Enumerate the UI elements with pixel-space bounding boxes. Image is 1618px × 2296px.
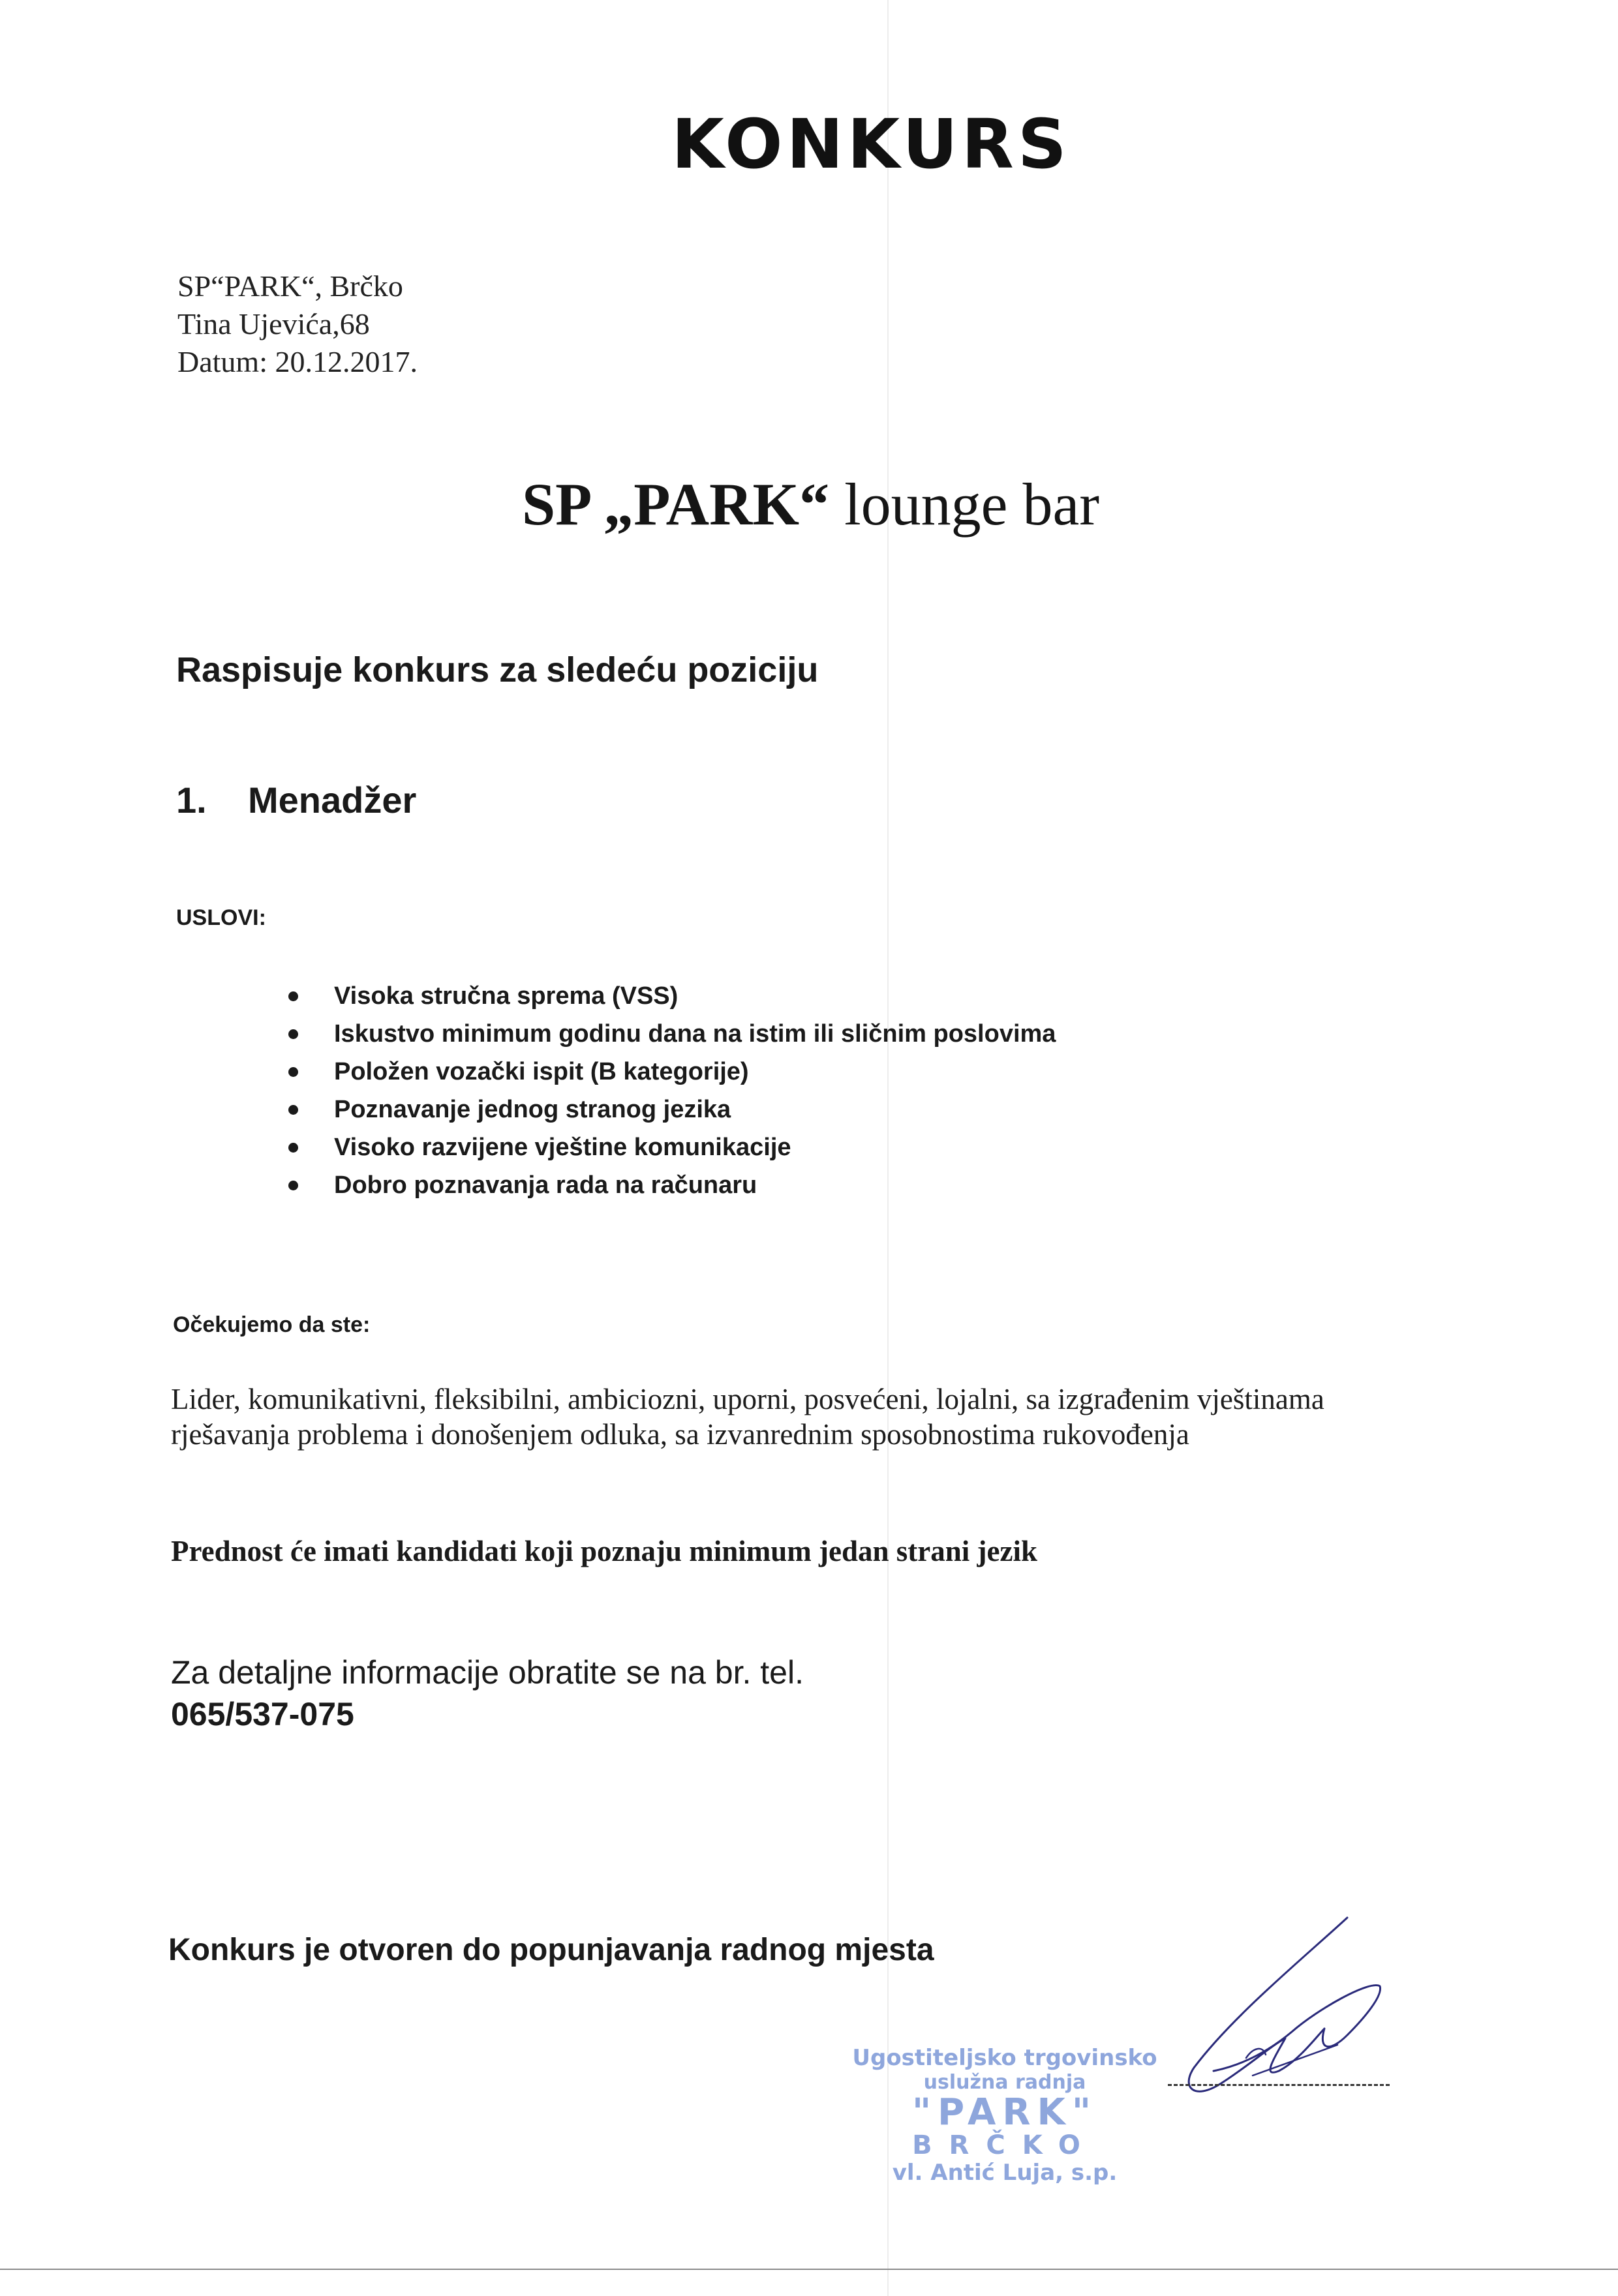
contact-block — [171, 1652, 804, 1735]
stamp-line-5: vl. Antić Luja, s.p. — [892, 2160, 1118, 2186]
position-heading — [176, 779, 416, 821]
street-line: Tina Ujevića,68 — [177, 307, 370, 340]
document-title: KONKURS — [671, 104, 1071, 184]
condition-item: Dobro poznavanja rada na računaru — [287, 1166, 1233, 1204]
stamp-line-2: uslužna radnja — [923, 2071, 1086, 2094]
intro-heading: Raspisuje konkurs za sledeću poziciju — [176, 650, 819, 689]
sender-address-block — [177, 267, 418, 381]
stamp-line-1: Ugostiteljsko trgovinsko — [852, 2045, 1157, 2071]
venue-name — [522, 470, 1099, 539]
expectations-text: Lider, komunikativni, fleksibilni, ambiciozni, uporni, posvećeni, lojalni, sa izgrađenim vještinama rješavanja problema i donošenjem odluka, sa izvanrednim sposobnostima rukovođenja — [171, 1383, 1324, 1451]
conditions-heading: USLOVI: — [176, 905, 266, 930]
venue-name-prefix: SP „PARK“ — [522, 471, 830, 537]
stamp-line-4: BRČKO — [912, 2130, 1097, 2160]
contact-text: Za detaljne informacije obratite se na br. tel. — [171, 1654, 804, 1691]
condition-item: Visoko razvijene vještine komunikacije — [287, 1128, 1233, 1166]
phone-number: 065/537-075 — [171, 1696, 354, 1732]
condition-item: Poznavanje jednog stranog jezika — [287, 1091, 1233, 1128]
conditions-list — [287, 977, 1233, 1204]
advantage-note: Prednost će imati kandidati koji poznaju minimum jedan strani jezik — [171, 1535, 1037, 1567]
condition-item: Visoka stručna sprema (VSS) — [287, 977, 1233, 1015]
page-bottom-edge — [0, 2269, 1618, 2270]
position-name: Menadžer — [248, 779, 417, 821]
closing-statement: Konkurs je otvoren do popunjavanja radnog mjesta — [168, 1933, 934, 1967]
signature-line — [1168, 2084, 1390, 2086]
condition-item: Iskustvo minimum godinu dana na istim ili sličnim poslovima — [287, 1015, 1233, 1053]
company-line: SP“PARK“, Brčko — [177, 269, 403, 303]
date-line: Datum: 20.12.2017. — [177, 345, 418, 378]
expectations-heading: Očekujemo da ste: — [173, 1312, 371, 1337]
stamp-line-3: "PARK" — [911, 2091, 1098, 2134]
handwritten-signature — [1122, 1905, 1422, 2113]
condition-item: Položen vozački ispit (B kategorije) — [287, 1053, 1233, 1091]
position-number: 1. — [176, 779, 207, 821]
venue-name-suffix: lounge bar — [829, 471, 1099, 537]
